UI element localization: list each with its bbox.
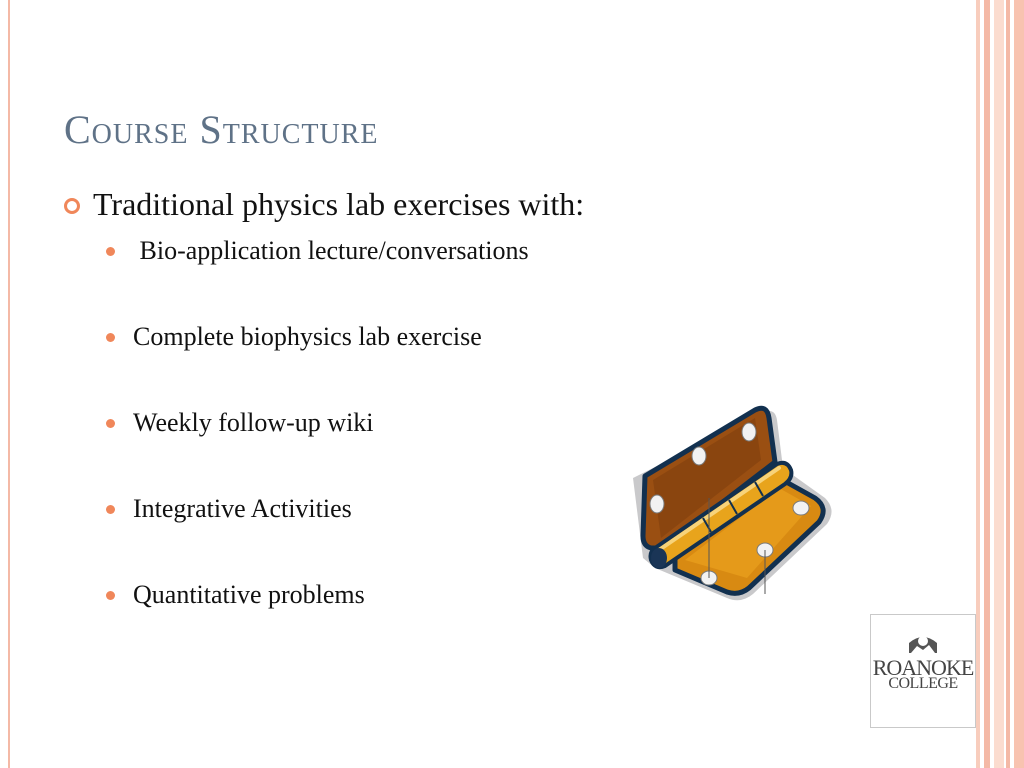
logo-text-line1: ROANOKE xyxy=(872,655,974,680)
bullet-text: Traditional physics lab exercises with: xyxy=(93,186,585,222)
sub-bullet-text: Quantitative problems xyxy=(133,580,365,609)
left-border xyxy=(8,0,10,768)
dot-bullet-icon xyxy=(106,505,115,514)
bullet-item xyxy=(64,186,624,223)
college-logo xyxy=(870,614,976,728)
bullet-list xyxy=(64,186,624,609)
sub-bullet-text: Complete biophysics lab exercise xyxy=(133,322,482,351)
sub-bullet-text: Bio-application lecture/conversations xyxy=(133,236,529,265)
slide-title: Course Structure xyxy=(64,107,379,152)
sub-bullet-item xyxy=(106,408,374,438)
dot-bullet-icon xyxy=(106,419,115,428)
ring-bullet-icon xyxy=(64,198,80,214)
sub-bullet-text: Integrative Activities xyxy=(133,494,352,523)
dot-bullet-icon xyxy=(106,247,115,256)
sub-bullet-text: Weekly follow-up wiki xyxy=(133,408,374,437)
dot-bullet-icon xyxy=(106,333,115,342)
logo-text-line2: COLLEGE xyxy=(888,675,958,692)
door-hinge-icon xyxy=(615,398,835,613)
college-emblem-icon xyxy=(907,631,939,655)
sub-bullet-item xyxy=(106,580,365,610)
sub-bullet-item xyxy=(106,494,352,524)
sub-bullet-item xyxy=(106,236,529,266)
dot-bullet-icon xyxy=(106,591,115,600)
sub-bullet-item xyxy=(106,322,482,352)
right-decorative-stripes xyxy=(976,0,1024,768)
